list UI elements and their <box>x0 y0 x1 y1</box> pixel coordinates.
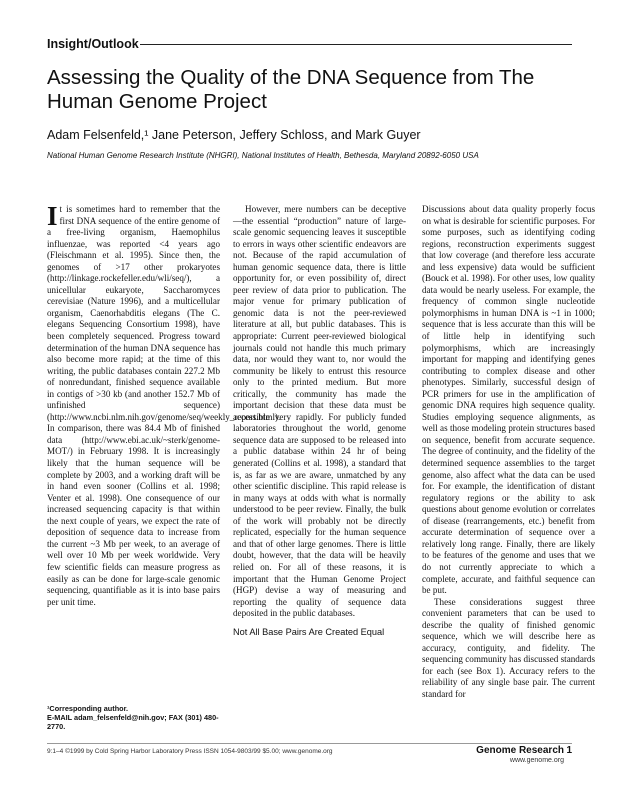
author-list: Adam Felsenfeld,¹ Jane Peterson, Jeffery Schloss, and Mark Guyer <box>47 128 421 142</box>
journal-url: www.genome.org <box>509 757 564 764</box>
section-label: Insight/Outlook <box>47 37 139 51</box>
header-rule <box>140 44 572 45</box>
footnote-title: ¹Corresponding author. <box>47 704 129 713</box>
corresponding-author-footnote <box>47 704 222 731</box>
column-1 <box>47 201 281 608</box>
drop-cap: I <box>47 201 58 231</box>
affiliation: National Human Genome Research Institute (NHGRI), National Institutes of Health, Bethesda, Maryland 20892-6050 USA <box>47 151 479 160</box>
paragraph-3: Discussions about data quality properly focus on what is desirable for scientific purposes. For some purposes, such as identifying coding regions, reconstruction experiments suggest that low coverage (and therefore less accurate and less expensive) data would be sufficient (Bouck et al. 1998). For other uses, low quality data would be nearly useless. For example, the frequency of common single nucleotide polymorphisms in human DNA is ~1 in 1000; sequence that is less accurate than this will be of little help in identifying such polymorphisms, which are increasingly important for mapping and identifying genes contributing to complex disease and other phenotypes. Similarly, successful design of PCR primers for use in the amplification of genomic DNA requires high sequence quality. Studies employing sequence alignments, as well as those modeling protein structures based on sequence, benefit from accurate sequence. The degree of continuity, and the fidelity of the determined sequence assemblies to the target genome, also affect what the data can be used for. For example, the identification of distant regulatory regions or the ability to ask questions about genome evolution or correlates of disease (rearrangements, etc.) benefit from accurate determination of sequence over a relatively long range. Finally, there are likely to be features of the genome and uses that we do not currently appreciate to which a complete, accurate, and faithful sequence can be put. <box>422 204 595 596</box>
paragraph-1-text: t is sometimes hard to remember that the first DNA sequence of the entire genome of a free-living organism, Haemophilus influenzae, was reported <4 years ago (Fleischmann et al. 1995). Since then, the genomes of >17 other prokaryotes (http://linkage.rockefeller.edu/wli/seq/), a unicellular eukaryote, Saccharomyces cerevisiae (Nature 1996), and a multicellular organism, Caenorhabditis elegans (The C. elegans Sequencing Consortium 1998), have been completely sequenced. Progress toward determination of the human DNA sequence has also become more rapid; at the time of this writing, the public databases contain 227.2 Mb of nonredundant, finished sequence available in contigs of >30 kb (and another 152.7 Mb of unfinished sequence) (http://www.ncbi.nlm.nih.gov/genome/seq/weekly_report.html). In comparison, there was 84.4 Mb of finished data (http://www.ebi.ac.uk/~sterk/genome-MOT/) in February 1998. It is increasingly likely that the human sequence will be complete by 2003, and a working draft will be in hand even sooner (Collins et al. 1998; Venter et al. 1998). One consequence of our increased sequencing capacity is that within the next couple of years, we expect the rate of deposition of sequence data to increase from the current ~3 Mb per week, to an average of well over 10 Mb per week worldwide. Very few scientific fields can measure progress as easily as can be done for large-scale genomic sequencing, quantifiable as it is into base pairs per unit time. <box>47 204 281 607</box>
article-title: Assessing the Quality of the DNA Sequence from The Human Genome Project <box>47 66 535 113</box>
section-subheading: Not All Base Pairs Are Created Equal <box>233 626 385 637</box>
journal-name: Genome Research <box>476 745 564 756</box>
column-3 <box>422 204 595 701</box>
footer-rule <box>47 743 572 744</box>
paragraph-1 <box>47 201 281 608</box>
column-2 <box>233 204 406 642</box>
footnote-contact: E-MAIL adam_felsenfeld@nih.gov; FAX (301) 480-2770. <box>47 713 219 731</box>
paragraph-2: However, mere numbers can be deceptive—the essential “production” nature of large-scale genomic sequencing leaves it susceptible to errors in ways other scientific endeavors are not. Because of the rapid accumulation of human genomic sequence data, there is little opportunity for, or even possibility of, direct peer review of data prior to publication. The major venue for primary publication of genomic data is not the peer-reviewed literature at all, but public databases. This is appropriate: Current peer-reviewed biological journals could not handle this much primary data, nor would they want to, nor would the community be likely to entrust this resource only to the printed medium. But more critically, the community has made the important decision that these data must be accessible very rapidly. For publicly funded laboratories throughout the world, genome sequence data are supposed to be released into a public database within 24 hr of being generated (Collins et al. 1998), a standard that is, as far as we are aware, unmatched by any other scientific discipline. This rapid release is in many ways at odds with what is normally understood to be peer review. Finally, the bulk of the work will probably not be directly replicated, especially for the human sequence and that of other large genomes. There is little doubt, however, that the data will be heavily relied on. For all of these reasons, it is important that the Human Genome Project (HGP) devise a way of measuring and reporting the quality of sequence data deposited in the public databases. <box>233 204 406 619</box>
page-number: 1 <box>566 745 572 756</box>
paragraph-4: These considerations suggest three convenient parameters that can be used to describe the quality of finished genomic sequence, which we will describe here as accuracy, contiguity, and fidelity. The sequencing community has discussed standards for each (see Box 1). Accuracy refers to the reliability of any single base pair. The current standard for <box>422 596 595 699</box>
footer-citation: 9:1–4 ©1999 by Cold Spring Harbor Laboratory Press ISSN 1054-9803/99 $5.00; www.genome.org <box>47 748 333 755</box>
